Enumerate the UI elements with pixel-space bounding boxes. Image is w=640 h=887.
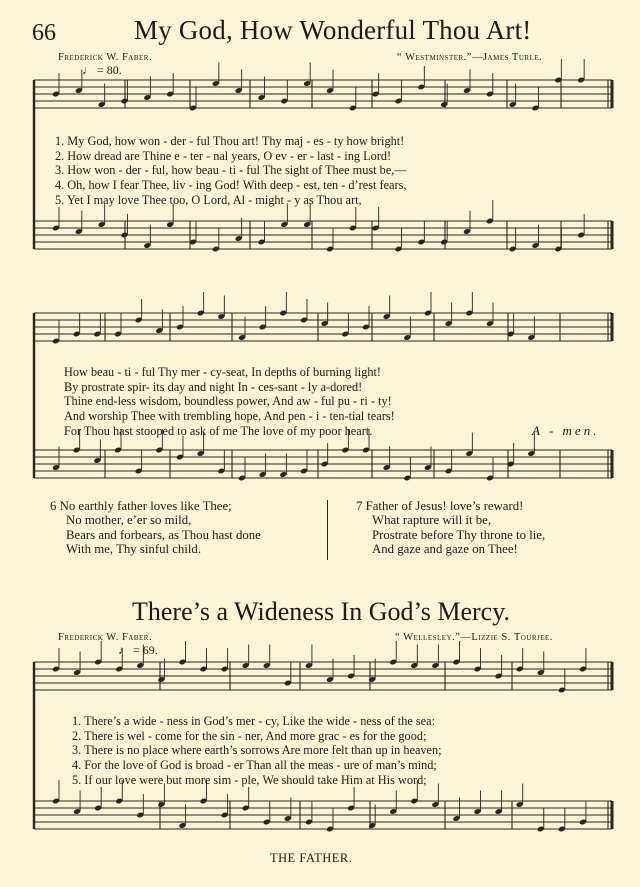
stanza-line: What rapture will it be, xyxy=(372,513,492,528)
hymn-1-lyrics-part-2 xyxy=(64,365,395,439)
stanza-line: Prostrate before Thy throne to lie, xyxy=(372,527,546,542)
stanza-divider xyxy=(327,500,328,560)
hymn-1-author: Frederick W. Faber. xyxy=(58,52,153,63)
stanza-6 xyxy=(50,499,261,556)
stanza-line: No mother, e’er so mild, xyxy=(66,513,192,528)
verse-line: 5. Yet I may love Thee too, O Lord, Al - might - y as Thou art, xyxy=(55,192,362,207)
hymn-2-tempo: ♩ = 69. xyxy=(118,643,158,657)
verse-line: 2. There is wel - come for the sin - ner, And more grac - es for the good; xyxy=(72,728,427,743)
hymn-1-verses xyxy=(55,134,407,208)
stanza-line: 6 No earthly father loves like Thee; xyxy=(50,499,232,513)
verse-line: 3. How won - der - ful, how beau - ti - ful The sight of Thee must be,— xyxy=(55,163,407,178)
page-footer: THE FATHER. xyxy=(270,851,353,865)
verse-line: 1. There’s a wide - ness in God’s mer - cy, Like the wide - ness of the sea: xyxy=(72,714,435,728)
stanza-7 xyxy=(356,499,545,556)
lyric-line: Thine end-less wisdom, boundless power, And aw - ful pu - ri - ty! xyxy=(64,394,392,409)
hymn-1-title: My God, How Wonderful Thou Art! xyxy=(134,15,532,45)
page-number: 66 xyxy=(32,20,56,46)
verse-line: 3. There is no place where earth’s sorrows Are more felt than up in heaven; xyxy=(72,743,442,758)
verse-line: 2. How dread are Thine e - ter - nal years, O ev - er - last - ing Lord! xyxy=(55,148,392,163)
hymn-2-tune: “ Wellesley.”—Lizzie S. Tourjee. xyxy=(395,632,553,643)
verse-line: 5. If our love were but more sim - ple, We should take Him at His word; xyxy=(72,772,427,787)
hymn-1-tune: “ Westminster.”—James Turle. xyxy=(397,52,543,63)
verse-line: 4. Oh, how I fear Thee, liv - ing God! With deep - est, ten - d’rest fears, xyxy=(55,178,407,193)
stanza-line: And gaze and gaze on Thee! xyxy=(372,541,518,556)
stanza-line: Bears and forbears, as Thou hast done xyxy=(66,527,261,542)
stanza-line: With me, Thy sinful child. xyxy=(66,541,202,556)
stanza-line: 7 Father of Jesus! love’s reward! xyxy=(356,499,524,513)
hymn-2-verses xyxy=(72,714,442,788)
lyric-line: How beau - ti - ful Thy mer - cy-seat, In depths of burning light! xyxy=(64,365,382,379)
verse-line: 4. For the love of God is broad - er Than all the meas - ure of man’s mind; xyxy=(72,758,437,773)
lyric-line: And worship Thee with trembling hope, And pen - i - ten-tial tears! xyxy=(64,409,395,424)
amen: A - men. xyxy=(532,423,600,438)
hymn-2-author: Frederick W. Faber. xyxy=(58,632,153,643)
hymn-2-title: There’s a Wideness In God’s Mercy. xyxy=(132,597,511,626)
hymn-1-tempo: ♩ = 80. xyxy=(82,63,122,77)
lyric-line: By prostrate spir- its day and night In - ces-sant - ly a-dored! xyxy=(64,379,363,394)
lyric-line: For Thou hast stooped to ask of me The love of my poor heart. xyxy=(64,423,373,438)
verse-line: 1. My God, how won - der - ful Thou art! Thy maj - es - ty how bright! xyxy=(55,134,405,148)
